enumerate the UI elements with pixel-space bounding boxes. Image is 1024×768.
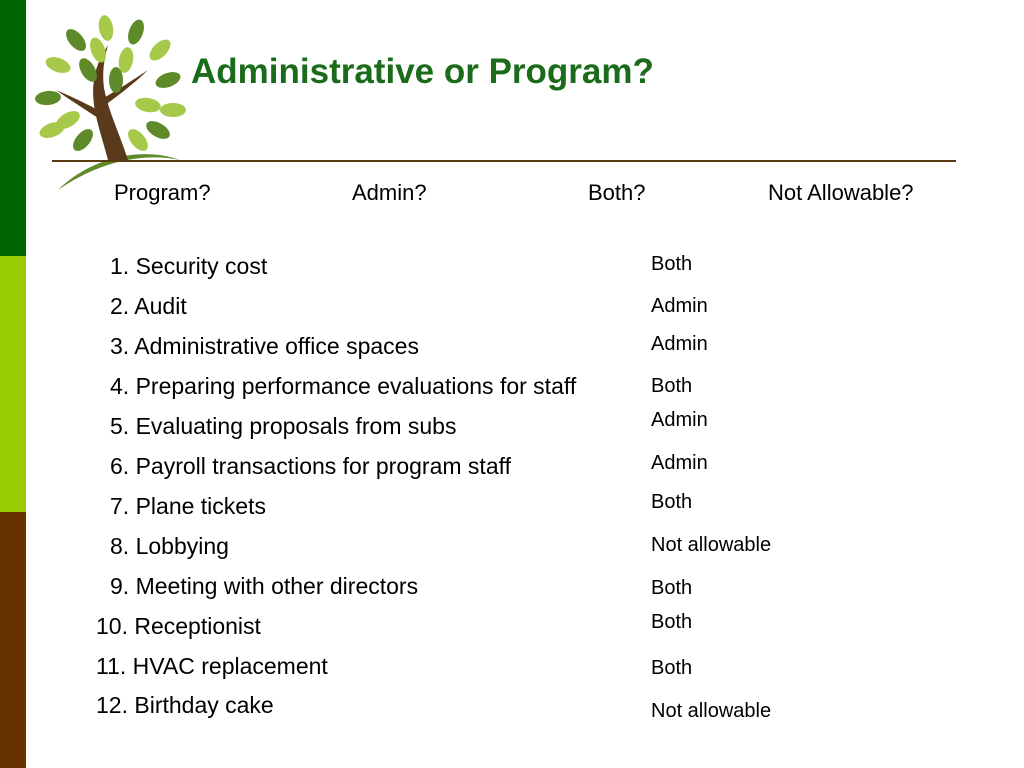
page-title: Administrative or Program? <box>191 52 654 91</box>
list-item-label: 9. Meeting with other directors <box>110 573 419 599</box>
column-header-not-allowable: Not Allowable? <box>768 180 914 205</box>
list-item-label: 8. Lobbying <box>110 533 229 559</box>
list-item-label: 6. Payroll transactions for program staff <box>110 453 511 479</box>
sidebar-stripe-green <box>0 0 26 256</box>
list-item-answer: Both <box>651 577 693 599</box>
list-item-answer: Not allowable <box>651 700 772 722</box>
list-item-label: 4. Preparing performance evaluations for staff <box>110 373 577 399</box>
column-header-both: Both? <box>588 180 646 205</box>
list-item-answer: Admin <box>651 333 708 355</box>
column-header-program: Program? <box>114 180 211 205</box>
list-item-answer: Admin <box>651 295 708 317</box>
list-item-answer: Admin <box>651 452 708 474</box>
list-item-label: 3. Administrative office spaces <box>110 333 419 359</box>
list-item-label: 5. Evaluating proposals from subs <box>110 413 457 439</box>
sidebar-stripe-lime <box>0 256 26 512</box>
list-item-label: 11. HVAC replacement <box>96 653 328 679</box>
tree-icon <box>28 10 188 195</box>
list-item-label: 1. Security cost <box>110 253 268 279</box>
list-item-label: 2. Audit <box>110 293 187 319</box>
list-item-answer: Not allowable <box>651 534 772 556</box>
list-item-label: 10. Receptionist <box>96 613 261 639</box>
title-divider <box>52 160 956 162</box>
list-item-label: 12. Birthday cake <box>96 692 274 718</box>
list-item-answer: Admin <box>651 409 708 431</box>
list-item-answer: Both <box>651 611 693 633</box>
list-item-answer: Both <box>651 375 693 397</box>
sidebar-stripe-brown <box>0 512 26 768</box>
column-header-admin: Admin? <box>352 180 427 205</box>
list-item-answer: Both <box>651 491 693 513</box>
list-item-label: 7. Plane tickets <box>110 493 266 519</box>
list-item-answer: Both <box>651 253 693 275</box>
list-item-answer: Both <box>651 657 693 679</box>
